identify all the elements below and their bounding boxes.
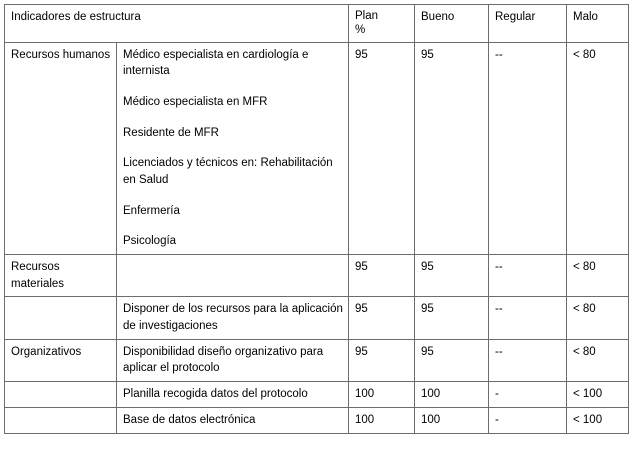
table-row (5, 339, 629, 381)
header-plan-line1: Plan (355, 10, 379, 22)
row-group-label: Organizativos (5, 339, 117, 381)
row-description-item: Médico especialista en cardiología e internista (123, 48, 309, 78)
row-description-item: Psicología (123, 235, 177, 248)
row-bueno-value: 95 (415, 42, 489, 254)
row-group-label (5, 382, 117, 408)
row-regular-value: - (489, 382, 567, 408)
row-plan-value: 95 (349, 339, 415, 381)
header-plan (349, 5, 415, 43)
row-description (117, 407, 349, 433)
row-malo-value: < 80 (567, 339, 629, 381)
row-group-label (5, 297, 117, 339)
row-regular-value: -- (489, 255, 567, 297)
table-row (5, 297, 629, 339)
row-group-label: Recursos humanos (5, 42, 117, 254)
row-regular-value: -- (489, 42, 567, 254)
row-malo-value: < 100 (567, 382, 629, 408)
row-plan-value: 95 (349, 42, 415, 254)
row-bueno-value: 95 (415, 255, 489, 297)
header-regular: Regular (489, 5, 567, 43)
header-malo: Malo (567, 5, 629, 43)
row-plan-value: 100 (349, 382, 415, 408)
row-group-label (5, 407, 117, 433)
row-description-item: Residente de MFR (123, 126, 219, 139)
row-regular-value: -- (489, 297, 567, 339)
row-plan-value: 95 (349, 255, 415, 297)
row-description-item: Licenciados y técnicos en: Rehabilitación en Salud (123, 157, 333, 187)
row-plan-value: 95 (349, 297, 415, 339)
table-row (5, 42, 629, 254)
row-regular-value: -- (489, 339, 567, 381)
row-bueno-value: 95 (415, 339, 489, 381)
row-description-item: Base de datos electrónica (123, 413, 256, 426)
row-description-item: Enfermería (123, 204, 180, 217)
row-plan-value: 100 (349, 407, 415, 433)
header-indicators: Indicadores de estructura (5, 5, 349, 43)
row-description (117, 382, 349, 408)
row-malo-value: < 80 (567, 255, 629, 297)
row-description-item: Disponer de los recursos para la aplicación de investigaciones (123, 303, 343, 333)
row-bueno-value: 100 (415, 407, 489, 433)
row-malo-value: < 80 (567, 297, 629, 339)
structure-indicators-table (4, 4, 629, 434)
row-description-item: Médico especialista en MFR (123, 96, 268, 109)
row-description (117, 255, 349, 297)
row-malo-value: < 80 (567, 42, 629, 254)
header-bueno: Bueno (415, 5, 489, 43)
table-header-row (5, 5, 629, 43)
row-bueno-value: 100 (415, 382, 489, 408)
row-group-label: Recursos materiales (5, 255, 117, 297)
table-row (5, 382, 629, 408)
table-row (5, 255, 629, 297)
row-description-item: Disponibilidad diseño organizativo para aplicar el protocolo (123, 345, 324, 375)
row-description (117, 297, 349, 339)
table-row (5, 407, 629, 433)
row-bueno-value: 95 (415, 297, 489, 339)
row-regular-value: - (489, 407, 567, 433)
row-description-item: Planilla recogida datos del protocolo (123, 388, 308, 401)
header-plan-line2: % (355, 24, 366, 37)
row-malo-value: < 100 (567, 407, 629, 433)
row-description (117, 42, 349, 254)
row-description (117, 339, 349, 381)
